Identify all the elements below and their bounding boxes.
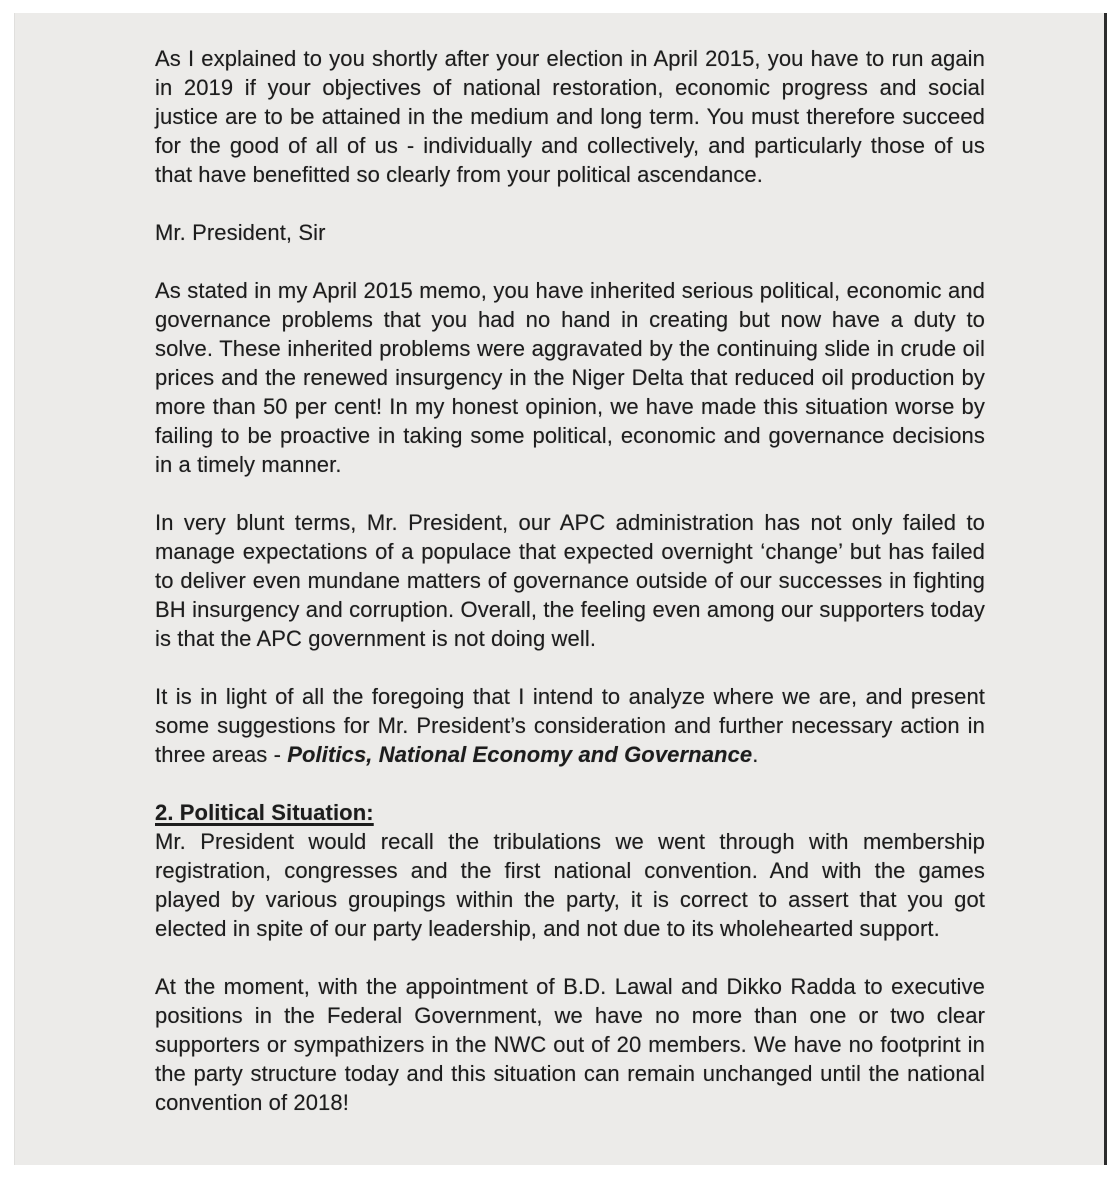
- paragraph-nwc-footprint: At the moment, with the appointment of B.D. Lawal and Dikko Radda to executive positions in the Federal Government, we have no more than one or two clear supporters or sympathizers in the NWC out of 20 members. We have no footprint in the party structure today and this situation can remain unchanged until the national convention of 2018!: [155, 974, 985, 1115]
- paragraph-three-areas: [155, 682, 985, 769]
- paragraph-blunt-terms: In very blunt terms, Mr. President, our APC administration has not only failed to manage expectations of a populace that expected overnight ‘change’ but has failed to deliver even mundane matters of governance outside of our successes in fighting BH insurgency and corruption. Overall, the feeling even among our supporters today is that the APC government is not doing well.: [155, 510, 985, 651]
- paragraph-inherited-problems: As stated in my April 2015 memo, you have inherited serious political, economic and governance problems that you had no hand in creating but now have a duty to solve. These inherited problems were aggravated by the continuing slide in crude oil prices and the renewed insurgency in the Niger Delta that reduced oil production by more than 50 per cent! In my honest opinion, we have made this situation worse by failing to be proactive in taking some political, economic and governance decisions in a timely manner.: [155, 278, 985, 477]
- section-heading: 2. Political Situation:: [155, 800, 374, 825]
- emphasized-three-areas: Politics, National Economy and Governance: [287, 742, 753, 767]
- paragraph-election-intro: As I explained to you shortly after your election in April 2015, you have to run again in 2019 if your objectives of national restoration, economic progress and social justice are to be attained in the medium and long term. You must therefore succeed for the good of all of us - individually and collectively, and particularly those of us that have benefitted so clearly from your political ascendance.: [155, 46, 985, 187]
- paragraph-tribulations: Mr. President would recall the tribulations we went through with membership registration, congresses and the first national convention. And with the games played by various groupings within the party, it is correct to assert that you got elected in spite of our party leadership, and not due to its wholehearted support.: [155, 829, 985, 941]
- paragraph-text-after-emphasis: .: [752, 742, 759, 767]
- document-page: [14, 13, 1107, 1165]
- salutation-line: Mr. President, Sir: [155, 220, 326, 245]
- section-political-situation: [155, 798, 985, 943]
- document-content: [14, 13, 1104, 1117]
- paragraph-text-before-emphasis: It is in light of all the foregoing that I intend to analyze where we are, and present some suggestions for Mr. President’s consideration and further necessary action in three areas -: [155, 684, 985, 767]
